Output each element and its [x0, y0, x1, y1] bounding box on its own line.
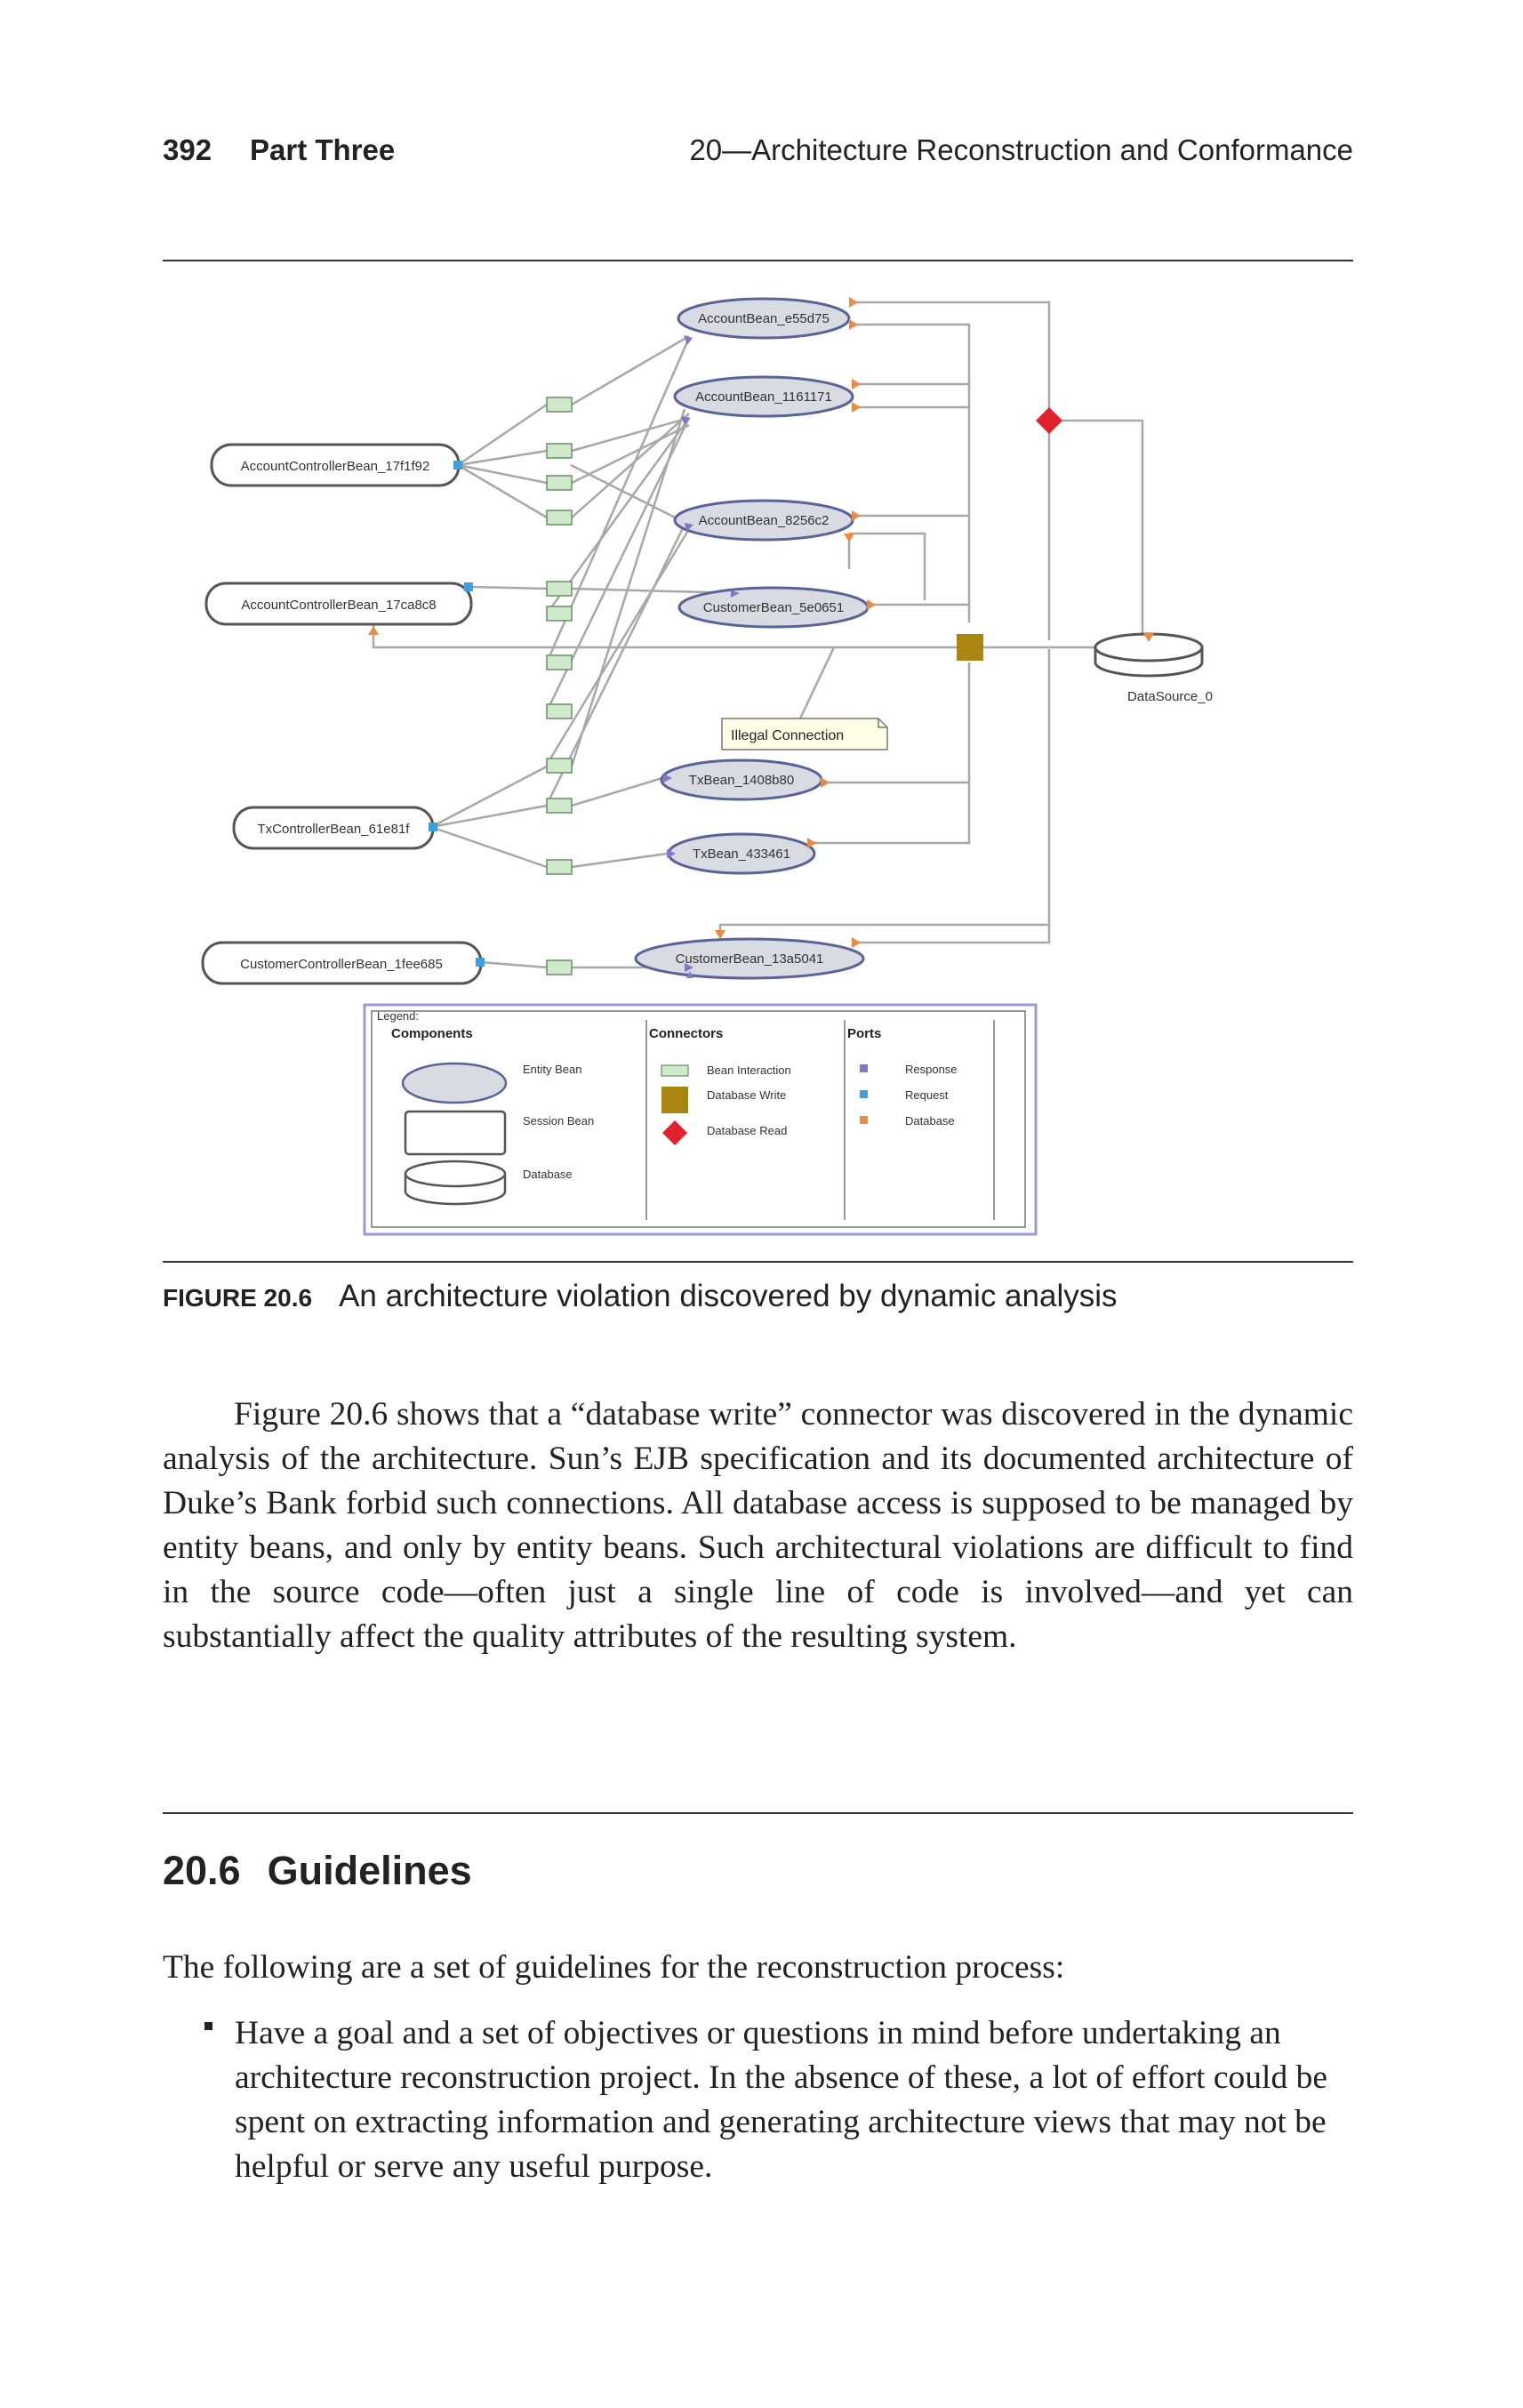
figure-caption-text: An architecture violation discovered by dynamic analysis: [339, 1279, 1118, 1313]
datasource-label: DataSource_0: [1127, 689, 1213, 704]
legend-database-port: [860, 1116, 868, 1124]
bullet-text: Have a goal and a set of objectives or questions in mind before undertaking an architecture reconstruction project. In the absence of these, a lot of effort could be spent on extracting information and generating architecture views that may not be helpful or serve any useful purpose.: [235, 2015, 1327, 2185]
session-beans: [203, 445, 481, 983]
header-rule: [163, 260, 1353, 261]
legend-request-label: Request: [905, 1088, 949, 1102]
account-bean-2-label: AccountBean_1161171: [695, 389, 832, 405]
tx-bean-1-label: TxBean_1408b80: [688, 773, 795, 788]
legend-entity-bean-shape: [403, 1064, 506, 1103]
tx-controller-label: TxControllerBean_61e81f: [257, 822, 410, 837]
legend-session-bean-shape: [405, 1112, 505, 1154]
legend-database-read-label: Database Read: [707, 1124, 788, 1137]
legend-database-port-label: Database: [905, 1114, 955, 1128]
legend-response-label: Response: [905, 1063, 958, 1076]
request-ports: [429, 461, 485, 967]
database-write-connector: [957, 634, 983, 661]
legend-components-heading: Components: [391, 1026, 473, 1041]
legend-database-write-label: Database Write: [707, 1088, 787, 1102]
tx-bean-2-label: TxBean_433461: [692, 847, 791, 862]
intro-paragraph: The following are a set of guidelines for the reconstruction process:: [163, 1949, 1065, 1986]
customer-bean-2-label: CustomerBean_13a5041: [675, 951, 824, 967]
legend-bean-interaction-shape: [661, 1065, 688, 1076]
account-controller-2-label: AccountControllerBean_17ca8c8: [241, 598, 437, 613]
legend-request-port: [860, 1090, 868, 1098]
section-title: Guidelines: [267, 1848, 472, 1893]
database-read-connector: [1036, 407, 1062, 434]
bullet-marker: [204, 2022, 212, 2030]
legend-title: Legend:: [377, 1009, 419, 1023]
customer-controller-label: CustomerControllerBean_1fee685: [240, 957, 443, 972]
figure-caption: [163, 1279, 1118, 1314]
legend-bean-interaction-label: Bean Interaction: [707, 1064, 791, 1077]
legend-database-top: [405, 1161, 505, 1186]
legend-entity-bean-label: Entity Bean: [523, 1063, 582, 1076]
page-number: 392: [163, 133, 212, 166]
illegal-connection-text: Illegal Connection: [731, 728, 845, 743]
account-bean-1-label: AccountBean_e55d75: [698, 311, 830, 326]
legend-session-bean-label: Session Bean: [523, 1114, 595, 1128]
figure-label: FIGURE 20.6: [163, 1284, 313, 1312]
section-number: 20.6: [163, 1848, 241, 1893]
bullet-item: [204, 2011, 1353, 2189]
account-bean-3-label: AccountBean_8256c2: [698, 513, 830, 528]
running-header: [163, 133, 1353, 169]
legend-ports-heading: Ports: [847, 1026, 882, 1041]
section-rule: [163, 1812, 1353, 1814]
chapter-title: 20—Architecture Reconstruction and Conformance: [689, 133, 1353, 166]
section-heading: [163, 1848, 472, 1894]
legend-database-label: Database: [523, 1168, 573, 1181]
legend: [365, 1005, 1036, 1234]
legend-database-write-shape: [661, 1087, 688, 1113]
caption-rule: [163, 1261, 1353, 1263]
body-paragraph: Figure 20.6 shows that a “database write” connector was discovered in the dynamic analysis of the architecture. Sun’s EJB specification and its documented architecture of Duke’s Bank forbid such connections. All database access is supposed to be managed by entity beans, and only by entity beans. Such architectural violations are difficult to find in the source code—often just a single line of code is involved—and yet can substantially affect the quality attributes of the resulting system.: [163, 1396, 1353, 1655]
architecture-diagram: [191, 283, 1271, 1236]
customer-bean-1-label: CustomerBean_5e0651: [702, 600, 845, 615]
part-label: Part Three: [250, 133, 396, 166]
legend-response-port: [860, 1064, 868, 1072]
legend-connectors-heading: Connectors: [649, 1026, 724, 1041]
account-controller-1-label: AccountControllerBean_17f1f92: [240, 459, 430, 474]
illegal-connection-note: [722, 718, 887, 750]
